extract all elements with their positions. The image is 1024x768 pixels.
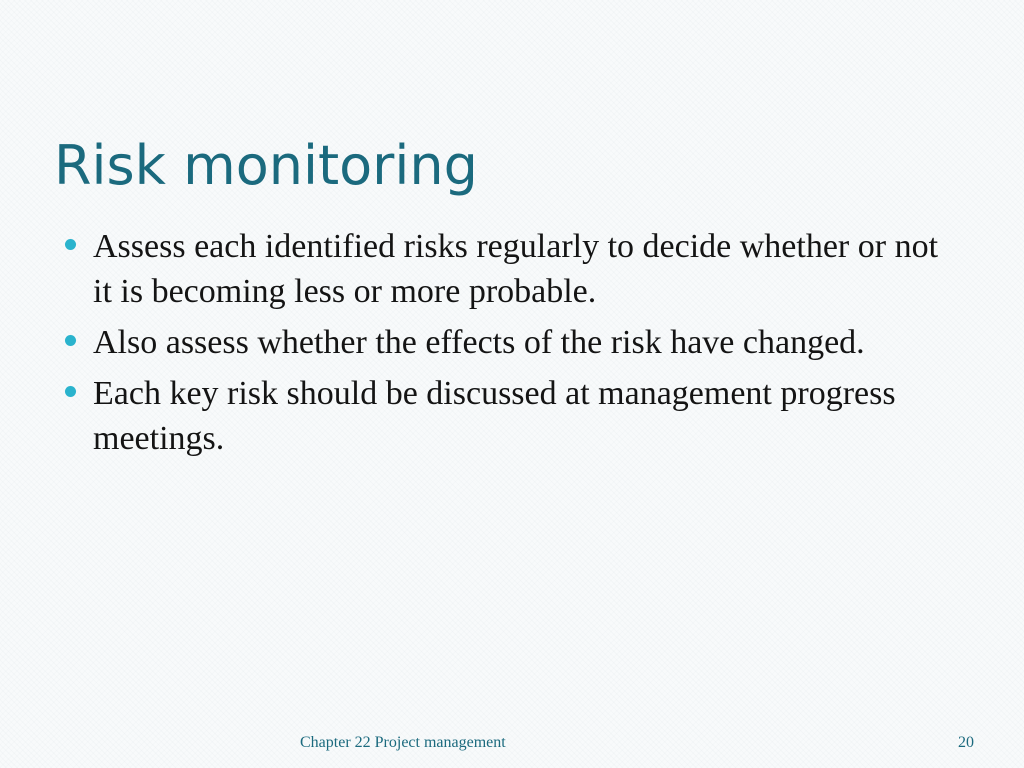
bullet-dot-icon	[65, 239, 76, 250]
bullet-item	[62, 320, 962, 365]
bullet-dot-icon	[65, 335, 76, 346]
bullet-dot-icon	[65, 386, 76, 397]
bullet-item	[62, 224, 962, 314]
slide-title: Risk monitoring	[54, 134, 478, 197]
bullet-list	[62, 224, 962, 467]
bullet-text: Also assess whether the effects of the risk have changed.	[93, 324, 865, 361]
page-number: 20	[958, 734, 974, 751]
bullet-text: Each key risk should be discussed at management progress meetings.	[93, 375, 896, 457]
slide-footer: Chapter 22 Project management	[300, 734, 506, 751]
bullet-item	[62, 371, 962, 461]
bullet-text: Assess each identified risks regularly to decide whether or not it is becoming less or more probable.	[93, 228, 939, 310]
